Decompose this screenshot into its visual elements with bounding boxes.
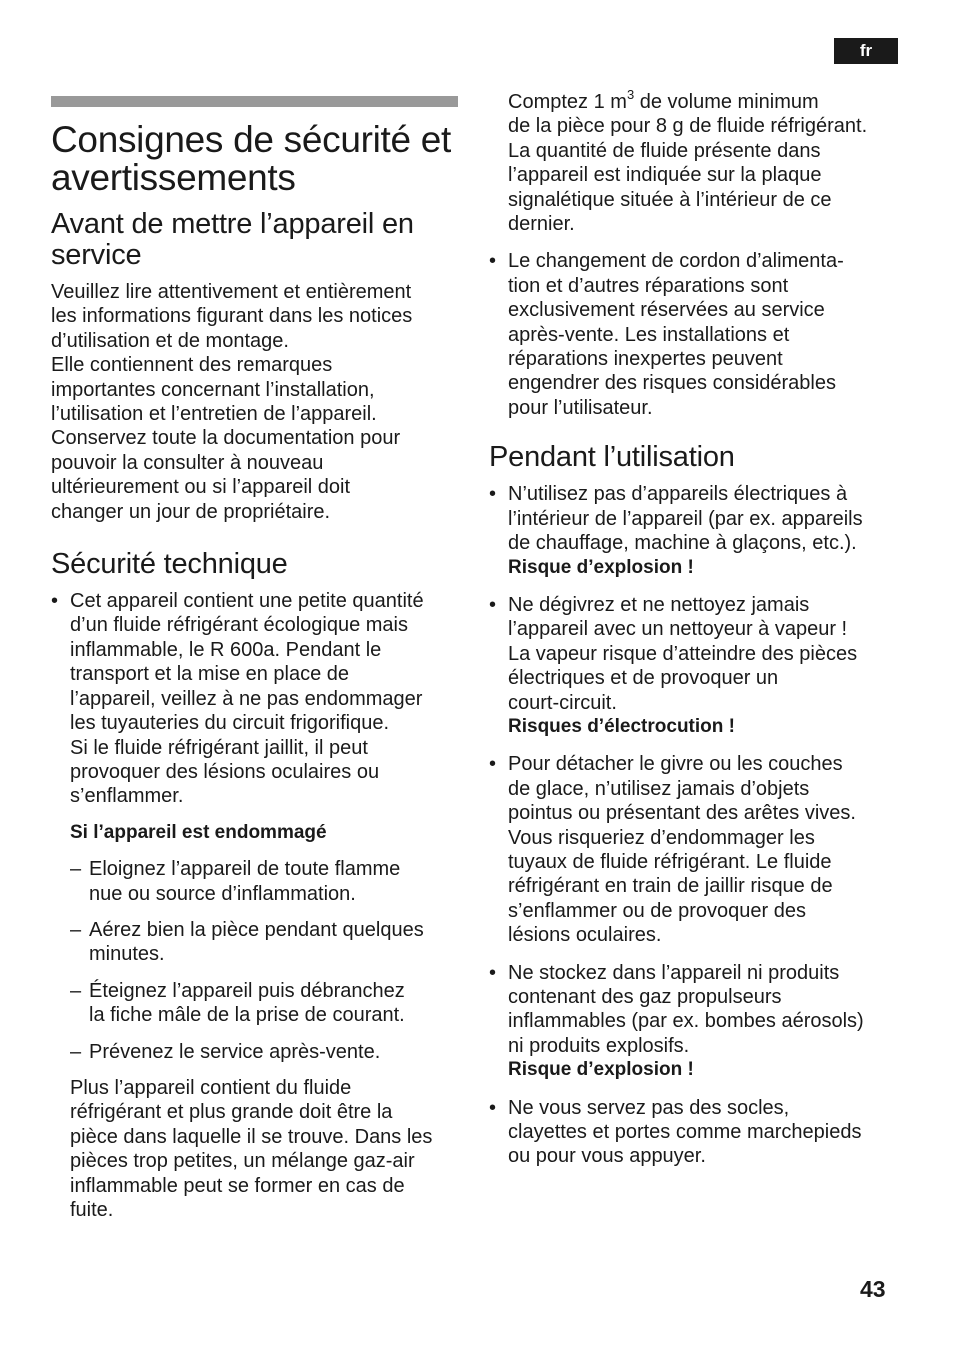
text-line: – Éteignez l’appareil puis débranchez [89, 979, 405, 1002]
text-line: les tuyauteries du circuit frigorifique. [70, 712, 390, 735]
text-line: provoquer des lésions oculaires ou [70, 760, 380, 783]
list-item [489, 482, 904, 580]
text-line: l’appareil avec un nettoyeur à vapeur ! [508, 618, 848, 641]
text-line: clayettes et portes comme marchepieds [508, 1121, 862, 1144]
superscript: 3 [626, 87, 635, 102]
text-line: pièces trop petites, un mélange gaz-air [70, 1150, 415, 1173]
text-line: inflammable, le R 600a. Pendant le [70, 638, 382, 661]
text-line: l’appareil est indiquée sur la plaque [508, 164, 822, 187]
intro-line: changer un jour de propriétaire. [51, 500, 331, 523]
warning-label: Risques d’électrocution ! [508, 715, 735, 737]
text-span: de volume minimum [634, 91, 819, 113]
text-line: pièce dans laquelle il se trouve. Dans les [70, 1125, 433, 1148]
right-column [489, 87, 904, 1182]
text-line: court-circuit. [508, 691, 617, 714]
text-line: réfrigérant en train de jaillir risque de [508, 875, 833, 898]
repair-list [489, 249, 904, 420]
text-line: – Eloignez l’appareil de toute flamme [89, 858, 401, 881]
list-item [489, 752, 904, 947]
text-line: de chauffage, machine à glaçons, etc.). [508, 532, 857, 555]
list-item [70, 857, 463, 906]
text-line: • Ne dégivrez et ne nettoyez jamais [508, 593, 810, 616]
text-line: pointus ou présentant des arêtes vives. [508, 802, 856, 825]
warning-label: Risque d’explosion ! [508, 1059, 694, 1081]
text-line: fuite. [70, 1199, 114, 1221]
intro-line: ultérieurement ou si l’appareil doit [51, 476, 351, 499]
warning-label: Risque d’explosion ! [508, 556, 694, 578]
intro-line: pouvoir la consulter à nouveau [51, 451, 324, 474]
text-line: nue ou source d’inflammation. [89, 882, 356, 905]
intro-line: Veuillez lire attentivement et entièrement [51, 281, 412, 303]
text-line: engendrer des risques considérables [508, 372, 836, 395]
intro-line: l’utilisation et l’entretien de l’appareil. [51, 403, 377, 426]
text-line: La vapeur risque d’atteindre des pièces [508, 642, 858, 665]
text-line: contenant des gaz propulseurs [508, 986, 782, 1008]
text-line: minutes. [89, 943, 165, 966]
text-line: • Ne vous servez pas des socles, [508, 1096, 790, 1119]
text-line: Vous risqueriez d’endommager les [508, 826, 815, 849]
volume-first-line [508, 87, 904, 114]
text-line: • Ne stockez dans l’appareil ni produits [508, 961, 840, 984]
text-line: • N’utilisez pas d’appareils électriques à [508, 483, 848, 506]
text-line: d’un fluide réfrigérant écologique mais [70, 614, 408, 637]
text-line: ni produits explosifs. [508, 1034, 690, 1057]
text-line: • Cet appareil contient une petite quantité [70, 590, 424, 613]
title-rule [51, 96, 458, 107]
page-number: 43 [860, 1276, 886, 1302]
text-line: • Le changement de cordon d’alimenta- [508, 250, 844, 273]
text-line: – Prévenez le service après-vente. [89, 1040, 381, 1063]
text-line: tion et d’autres réparations sont [508, 274, 789, 297]
left-column [51, 96, 463, 1222]
text-line: signalétique située à l’intérieur de ce [508, 188, 832, 211]
text-line: réfrigérant et plus grande doit être la [70, 1101, 393, 1124]
text-line: s’enflammer. [70, 785, 184, 808]
text-span: Comptez 1 m [508, 91, 627, 113]
text-line: de glace, n’utilisez jamais d’objets [508, 777, 810, 800]
text-line: inflammable peut se former en cas de [70, 1174, 405, 1197]
text-line: réparations inexpertes peuvent [508, 348, 783, 371]
text-line: électriques et de provoquer un [508, 667, 779, 690]
text-line: après-vente. Les installations et [508, 323, 790, 346]
text-line: • Pour détacher le givre ou les couches [508, 753, 843, 776]
intro-line: Elle contiennent des remarques [51, 354, 333, 377]
text-line: l’intérieur de l’appareil (par ex. appareils [508, 507, 863, 530]
intro-line: les informations figurant dans les notices [51, 305, 413, 328]
intro-line: d’utilisation et de montage. [51, 329, 289, 352]
refrigerant-paragraph [51, 1076, 463, 1222]
damaged-steps-list [51, 857, 463, 1064]
text-line: Si le fluide réfrigérant jaillit, il peut [70, 736, 368, 759]
list-item [51, 589, 463, 809]
text-line: de la pièce pour 8 g de fluide réfrigérant. [508, 115, 868, 138]
damaged-label: Si l’appareil est endommagé [70, 821, 327, 843]
section-heading-technical-safety: Sécurité technique [51, 548, 288, 581]
text-line: tuyaux de fluide réfrigérant. Le fluide [508, 850, 832, 873]
section-heading-during-use: Pendant l’utilisation [489, 441, 735, 474]
text-line: la fiche mâle de la prise de courant. [89, 1004, 405, 1027]
list-item [70, 918, 463, 967]
text-line: lésions oculaires. [508, 924, 662, 947]
intro-line: importantes concernant l’installation, [51, 378, 375, 401]
text-line: dernier. [508, 213, 575, 236]
list-item [489, 961, 904, 1083]
intro-paragraph [51, 280, 463, 524]
text-line: s’enflammer ou de provoquer des [508, 899, 806, 922]
list-item [489, 1096, 904, 1169]
text-line: exclusivement réservées au service [508, 299, 825, 322]
list-item [70, 1040, 463, 1064]
text-line: inflammables (par ex. bombes aérosols) [508, 1010, 864, 1033]
volume-paragraph [489, 87, 904, 236]
text-line: pour l’utilisateur. [508, 396, 653, 419]
text-line: – Aérez bien la pièce pendant quelques [89, 918, 424, 941]
during-use-list [489, 482, 904, 1169]
page-title: Consignes de sécurité et avertissements [51, 119, 452, 198]
intro-line: Conservez toute la documentation pour [51, 427, 401, 450]
list-item [489, 593, 904, 739]
text-line: ou pour vous appuyer. [508, 1145, 706, 1168]
technical-safety-list [51, 589, 463, 809]
text-line: La quantité de fluide présente dans [508, 139, 821, 162]
text-line: transport et la mise en place de [70, 663, 350, 686]
section-heading-before-use: Avant de mettre l’appareil en service [51, 208, 414, 271]
text-line: l’appareil, veillez à ne pas endommager [70, 687, 423, 710]
list-item [70, 979, 463, 1028]
list-item [489, 249, 904, 420]
language-badge: fr [834, 38, 898, 64]
text-line: Plus l’appareil contient du fluide [70, 1076, 352, 1099]
